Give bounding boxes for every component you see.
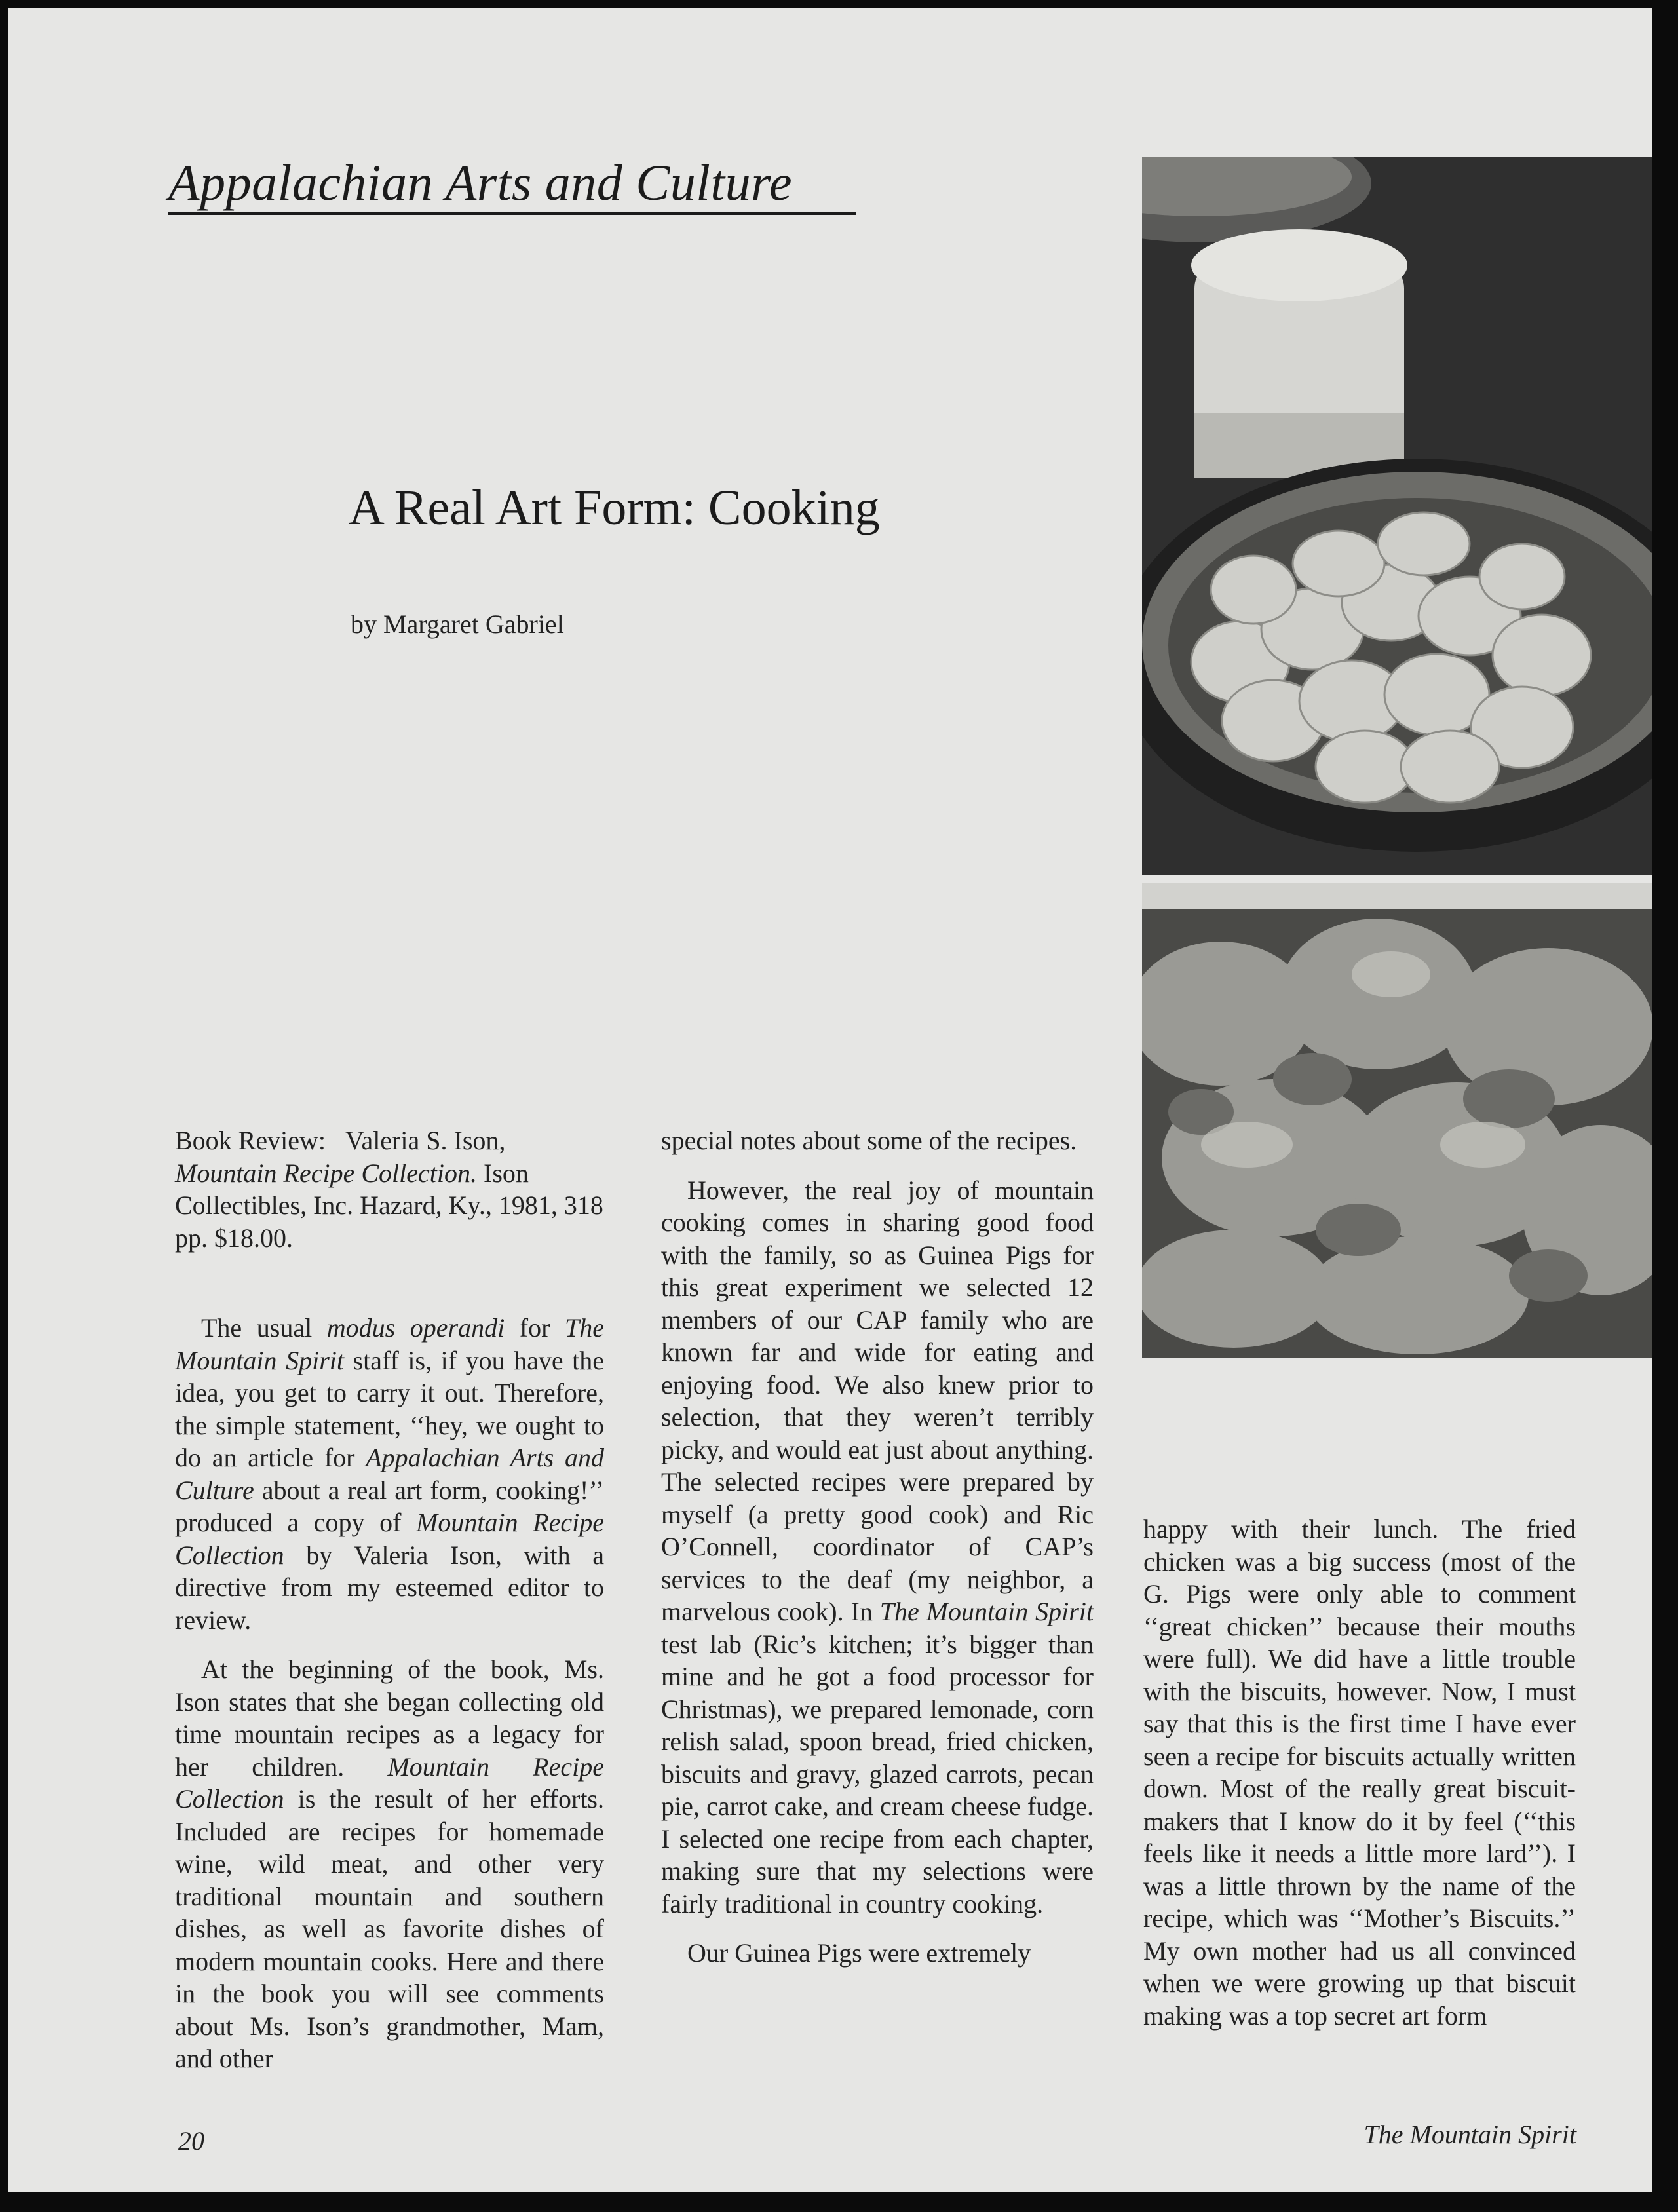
byline: by Margaret Gabriel [351,609,564,639]
section-title-underline [168,212,856,215]
review-label: Book Review: [175,1126,326,1155]
text-column-3 [1143,1513,1576,2032]
biscuits-photo [1142,157,1652,875]
article-title: A Real Art Form: Cooking [349,480,880,535]
magazine-page [8,8,1652,2192]
fried-chicken-photo [1142,883,1652,1358]
paragraph: However, the real joy of mountain cooking comes in sharing good food with the family, so as Guinea Pigs for this great experiment we selected 12 members of our CAP family who are known far and wide for eating and enjoying food. We also knew prior to selection, that they weren’t terribly picky, and would eat just about anything. The selected recipes were prepared by myself (a pretty good cook) and Ric O’Connell, coordinator of CAP’s services to the deaf (my neighbor, a marvelous cook). In The Mountain Spirit test lab (Ric’s kitchen; it’s bigger than mine and he got a food processor for Christmas), we prepared lemonade, corn relish salad, spoon bread, fried chicken, biscuits and gravy, glazed carrots, pecan pie, carrot cake, and cream cheese fudge. I selected one recipe from each chapter, making sure that my selections were fairly traditional in country cooking. [661,1175,1094,1918]
section-title: Appalachian Arts and Culture [168,154,793,211]
text-column-2 [661,1124,1094,1970]
paragraph: special notes about some of the recipes. [661,1126,1077,1155]
paragraph: The usual modus operandi for The Mountain Spirit staff is, if you have the idea, you get to carry it out. Therefore, the simple statement, ‘‘hey, we ought to do an article for Appalachian Arts and Culture about a real art form, cooking!’’ produced a copy of Mountain Recipe Collection by Valeria Ison, with a directive from my esteemed editor to review. [175,1313,605,1635]
review-publisher: Ison Collectibles, Inc. Hazard, Ky., 1981, 318 pp. $18.00. [175,1158,603,1253]
text-column-1 [175,1124,604,2075]
publication-name: The Mountain Spirit [1363,2120,1576,2149]
page-number: 20 [178,2126,204,2156]
paragraph: At the beginning of the book, Ms. Ison states that she began collecting old time mountain recipes as a legacy for her children. Mountain Recipe Collection is the result of her efforts. Included are recipes for homemade wine, wild meat, and other very traditional mountain and southern dishes, as well as favorite dishes of modern mountain cooks. Here and there in the book you will see comments about Ms. Ison’s grandmother, Mam, and other [175,1654,604,2073]
review-book-title: Mountain Recipe Collection. [175,1158,477,1188]
fried-chicken-illustration [1142,883,1652,1358]
biscuits-illustration [1142,157,1652,875]
paragraph: happy with their lunch. The fried chicken was a big success (most of the G. Pigs were only able to comment ‘‘great chicken’’ because their mouths were full). We did have a little trouble with the biscuits, however. Now, I must say that this is the first time I have ever seen a recipe for biscuits actually written down. Most of the really great biscuit-makers that I know do it by feel (‘‘this feels like it needs a little more lard’’). I was a little thrown by the name of the recipe, which was ‘‘Mother’s Biscuits.’’ My own mother had us all convinced when we were growing up that biscuit making was a top secret art form [1143,1514,1576,2031]
review-author: Valeria S. Ison, [345,1126,506,1155]
book-review-citation [175,1124,604,1254]
paragraph: Our Guinea Pigs were extremely [687,1938,1031,1968]
